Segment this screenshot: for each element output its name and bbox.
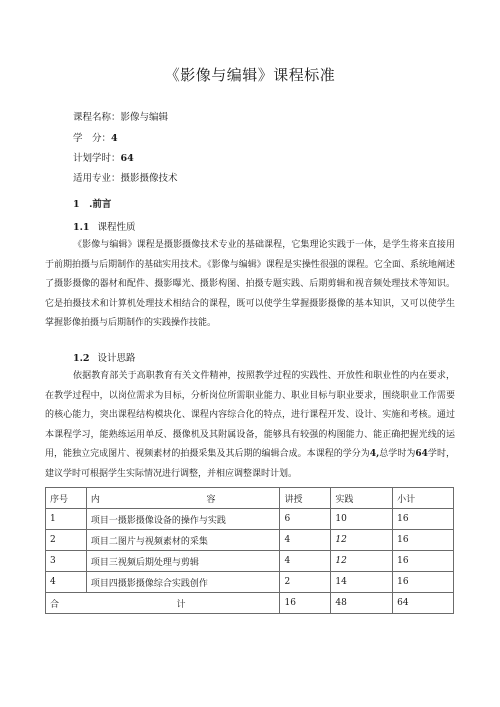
cell-practice: 12	[331, 530, 393, 551]
hours-label: 计划学时：	[73, 153, 121, 164]
course-name-line	[73, 111, 168, 125]
cell-total-lecture: 16	[280, 593, 331, 614]
table-total-row	[46, 593, 454, 614]
credits-label: 学 分：	[73, 133, 112, 144]
header-seq: 序号	[46, 488, 87, 509]
design-credit-value: 4,	[369, 449, 380, 459]
section-title: 课程性质	[97, 222, 136, 233]
cell-lecture: 4	[280, 530, 331, 551]
design-text-mid: 总学时为	[379, 449, 416, 459]
cell-content: 项目三视频后期处理与剪辑	[86, 551, 280, 572]
course-hours-table	[45, 487, 454, 614]
section-design-heading	[73, 350, 136, 364]
hours-value: 64	[120, 153, 134, 164]
table-row	[46, 530, 454, 551]
header-content	[86, 488, 280, 509]
major-line	[73, 172, 178, 186]
cell-seq: 4	[46, 572, 87, 593]
cell-subtotal: 16	[393, 509, 454, 530]
credits-value: 4	[111, 133, 118, 144]
cell-seq: 3	[46, 551, 87, 572]
section-number: 1.2	[73, 353, 90, 364]
cell-lecture: 4	[280, 551, 331, 572]
table-header-row	[46, 488, 454, 509]
hours-line	[73, 152, 134, 166]
course-nature-paragraph: 《影像与编辑》课程是摄影摄像技术专业的基础课程，它集理论实践于一体，是学生将来直接用于前期拍摄与后期制作的基础实用技术。《影像与编辑》课程是实操性很强的课程。它全面、系统地阐述了摄影摄像的器材和配件、摄影曝光、摄影构图、拍摄专题实践、后期剪辑和视音频处理技术等知识。它是拍摄技术和计算机处理技术相结合的课程，既可以使学生掌握摄影摄像的基本知识，又可以使学生掌握影像拍摄与后期制作的实践操作技能。	[45, 240, 455, 328]
cell-seq: 2	[46, 530, 87, 551]
cell-content: 项目四摄影摄像综合实践创作	[86, 572, 280, 593]
header-practice: 实践	[331, 488, 393, 509]
total-label-a: 合	[50, 599, 60, 610]
table-row	[46, 509, 454, 530]
course-name-value: 影像与编辑	[120, 112, 169, 123]
section-number: 1.1	[73, 222, 90, 233]
cell-seq: 1	[46, 509, 87, 530]
cell-content: 项目一摄影摄像设备的操作与实践	[86, 509, 280, 530]
cell-practice: 10	[331, 509, 393, 530]
major-label: 适用专业：	[73, 173, 121, 184]
section-preface-heading: 1 .前言	[73, 199, 112, 210]
total-label-b: 计	[176, 599, 186, 610]
cell-content: 项目二图片与视频素材的采集	[86, 530, 280, 551]
cell-lecture: 6	[280, 509, 331, 530]
course-name-label: 课程名称：	[73, 112, 121, 123]
design-text-end: 学时，建议学时可根据学生实际情况进行调整，并相应调整课时计划。	[45, 449, 455, 479]
cell-practice: 12	[331, 551, 393, 572]
header-content-a: 内	[90, 494, 100, 505]
header-lecture: 讲授	[280, 488, 331, 509]
section-course-nature-heading	[73, 219, 136, 233]
header-content-b: 容	[206, 494, 216, 505]
cell-total-subtotal: 64	[393, 593, 454, 614]
cell-total-practice: 48	[331, 593, 393, 614]
cell-practice: 14	[331, 572, 393, 593]
page-title: 《影像与编辑》课程标准	[164, 66, 336, 84]
cell-total-label	[46, 593, 280, 614]
credits-line	[73, 132, 118, 146]
cell-subtotal: 16	[393, 530, 454, 551]
design-paragraph	[45, 367, 455, 484]
cell-lecture: 2	[280, 572, 331, 593]
design-hours-value: 64	[415, 449, 428, 459]
section-title: 设计思路	[97, 353, 136, 364]
design-text-main: 依据教育部关于高职教育有关文件精神，按照教学过程的实践性、开放性和职业性的内在要求，在教学过程中，以岗位需求为目标，分析岗位所需职业能力、职业目标与职业要求，围绕职业工作需要的核心能力，突出课程结构模块化、课程内容综合化的特点，进行课程开发、设计、实施和考核。通过本课程学习，能熟练运用单反、摄像机及其附属设备，能够具有较强的构图能力、能正确把握光线的运用，能独立完成图片、视频素材的拍摄采集及其后期的编辑合成。本课程的学分为	[45, 371, 455, 459]
cell-subtotal: 16	[393, 572, 454, 593]
table-row	[46, 572, 454, 593]
table-row	[46, 551, 454, 572]
header-subtotal: 小计	[393, 488, 454, 509]
cell-subtotal: 16	[393, 551, 454, 572]
major-value: 摄影摄像技术	[120, 173, 178, 184]
